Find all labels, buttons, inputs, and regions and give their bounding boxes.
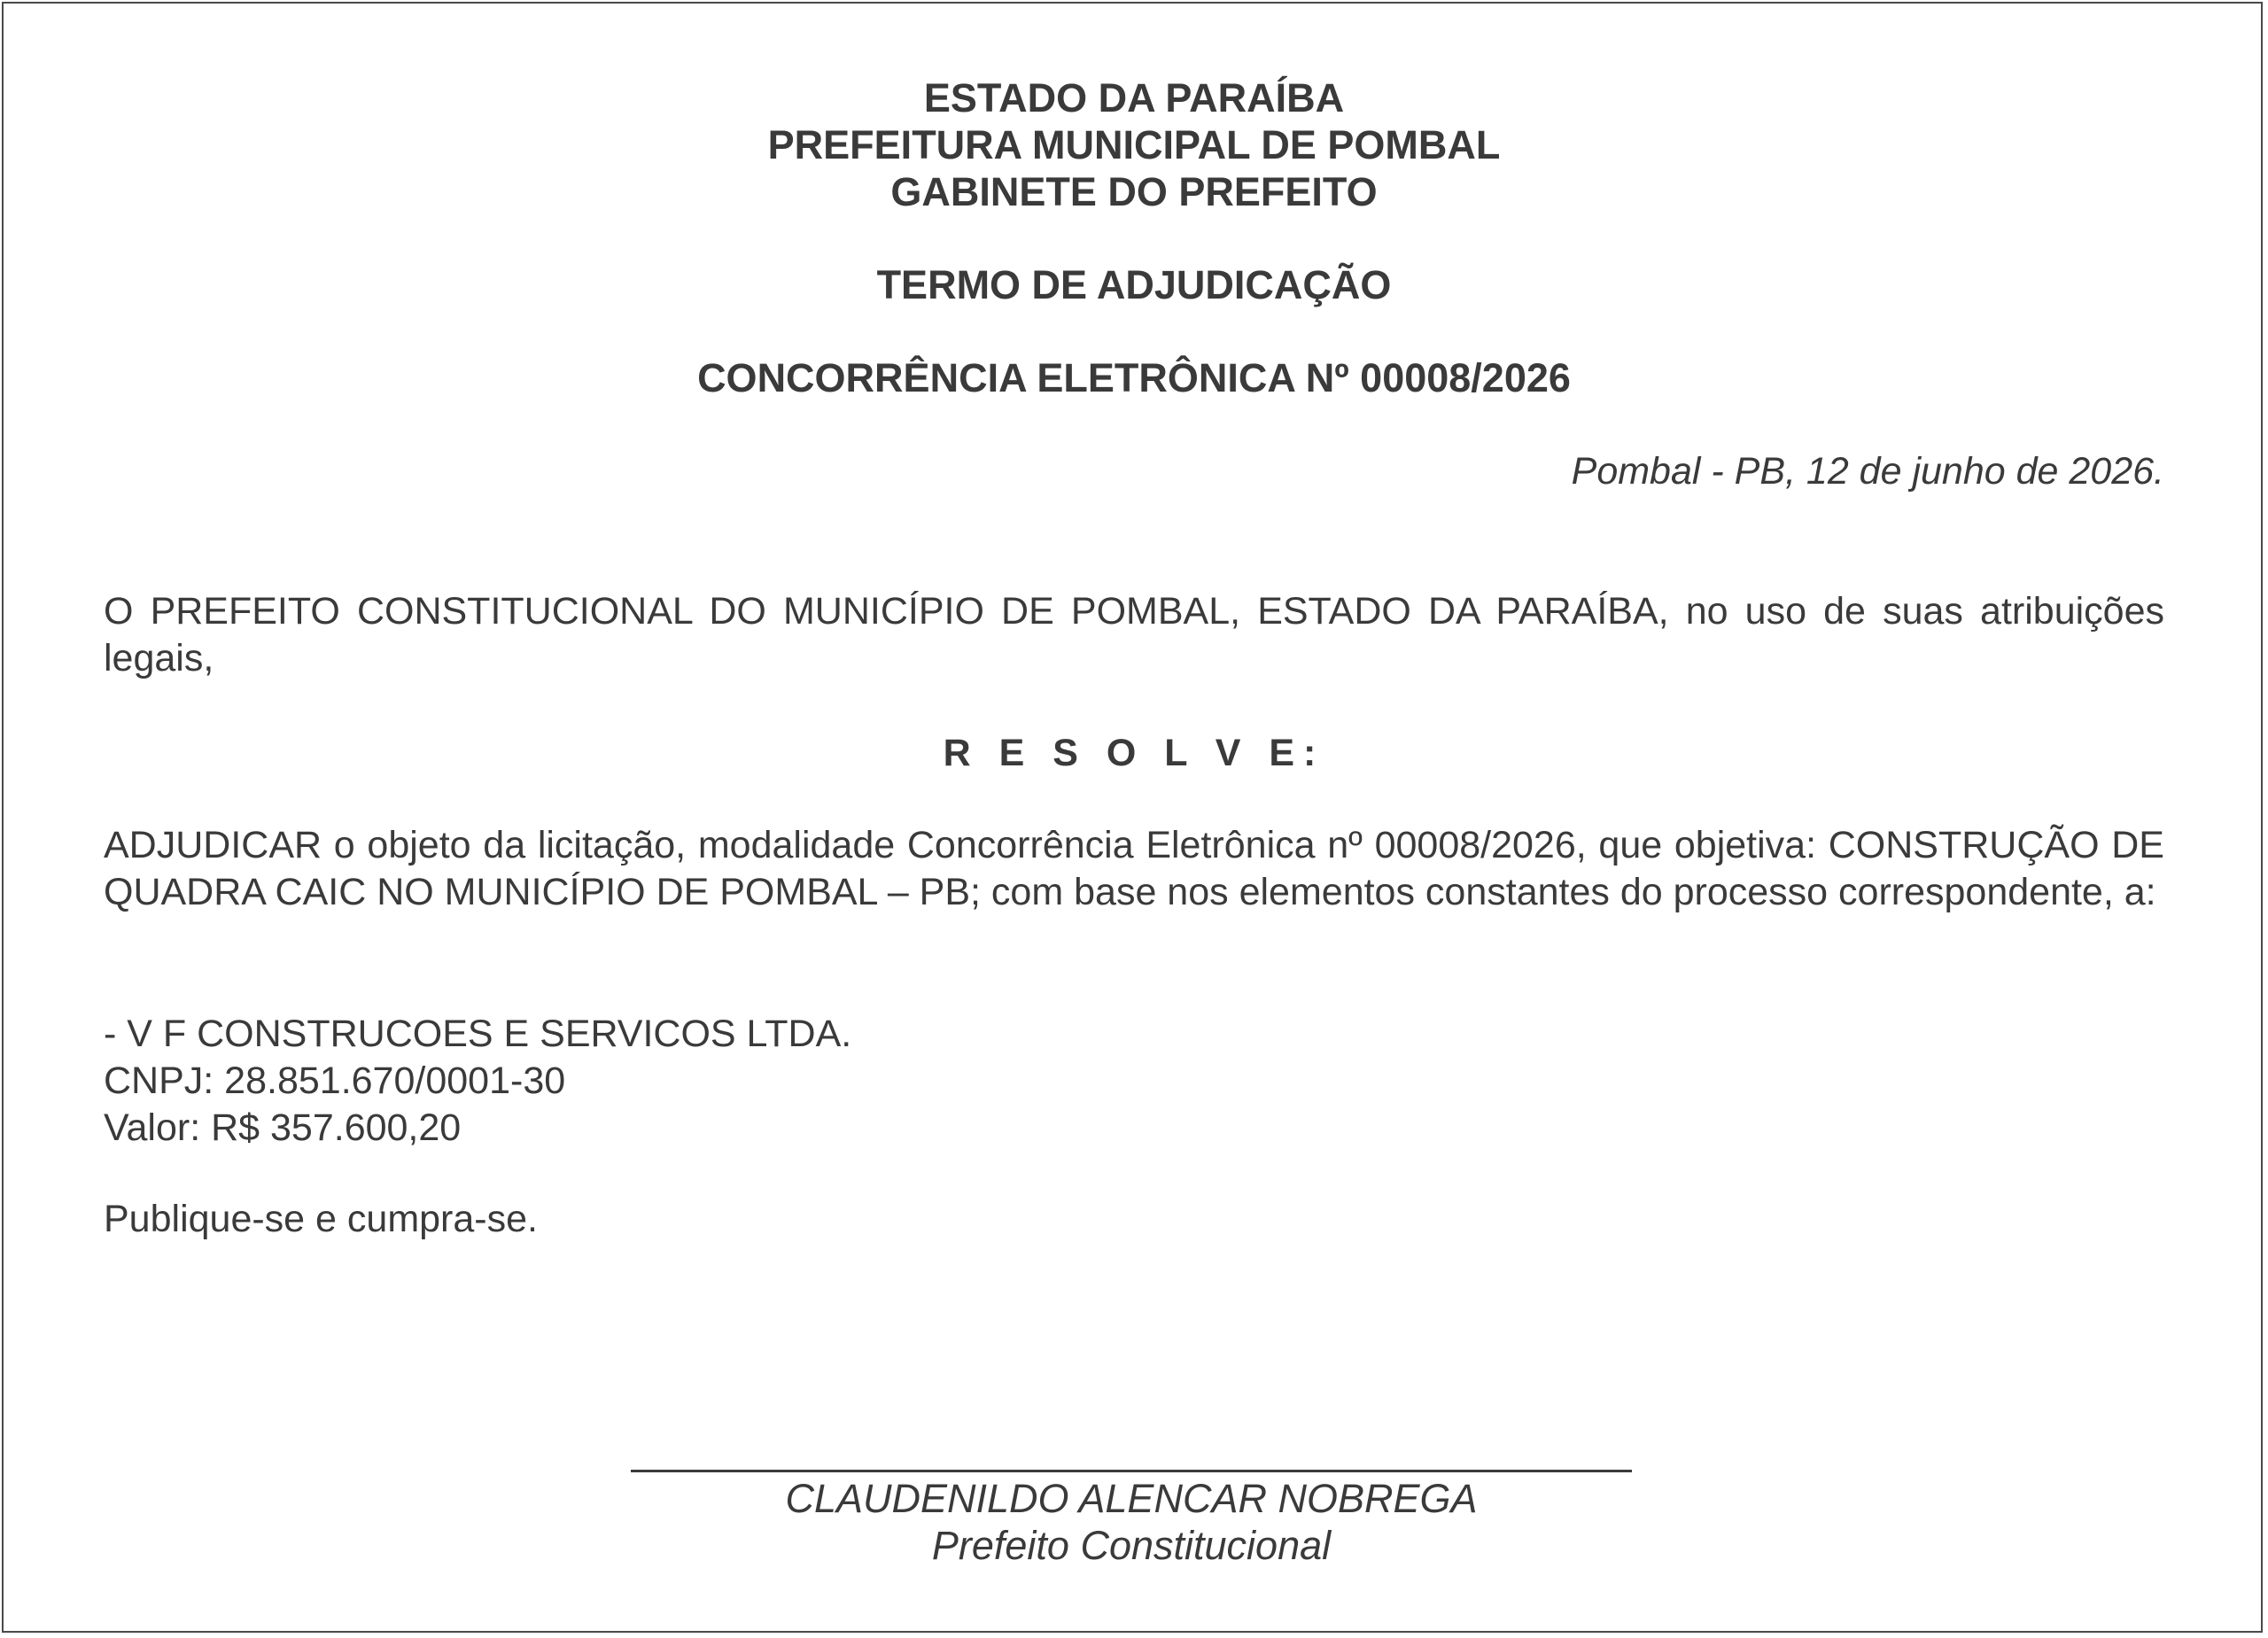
date-line: Pombal - PB, 12 de junho de 2026. xyxy=(1571,450,2164,493)
document-header xyxy=(104,74,2164,215)
signatory-role: Prefeito Constitucional xyxy=(931,1523,1332,1568)
resolve-heading: R E S O L V E: xyxy=(943,732,1325,774)
document-subtitle: CONCORRÊNCIA ELETRÔNICA Nº 00008/2026 xyxy=(697,355,1571,400)
closing-text: Publique-se e cumpra-se. xyxy=(104,1198,538,1240)
signature-line xyxy=(631,1470,1632,1472)
header-office: GABINETE DO PREFEITO xyxy=(890,169,1378,214)
document-title: TERMO DE ADJUDICAÇÃO xyxy=(876,262,1392,307)
winner-cnpj: CNPJ: 28.851.670/0001-30 xyxy=(104,1060,566,1102)
signatory-name: CLAUDENILDO ALENCAR NOBREGA xyxy=(785,1476,1478,1521)
header-state: ESTADO DA PARAÍBA xyxy=(923,75,1345,120)
winner-block xyxy=(104,1011,2164,1152)
header-municipality: PREFEITURA MUNICIPAL DE POMBAL xyxy=(767,122,1501,167)
document-border xyxy=(2,2,2263,1633)
intro-paragraph: O PREFEITO CONSTITUCIONAL DO MUNICÍPIO DE POMBAL, ESTADO DA PARAÍBA, no uso de suas atribuições legais, xyxy=(104,590,2164,679)
winner-name: - V F CONSTRUCOES E SERVICOS LTDA. xyxy=(104,1013,852,1055)
winner-value: Valor: R$ 357.600,20 xyxy=(104,1106,462,1149)
adjudication-paragraph: ADJUDICAR o objeto da licitação, modalidade Concorrência Eletrônica nº 00008/2026, que objetiva: CONSTRUÇÃO DE QUADRA CAIC NO MUNICÍPIO DE POMBAL – PB; com base nos elementos constantes do processo correspondente, a: xyxy=(104,824,2164,913)
